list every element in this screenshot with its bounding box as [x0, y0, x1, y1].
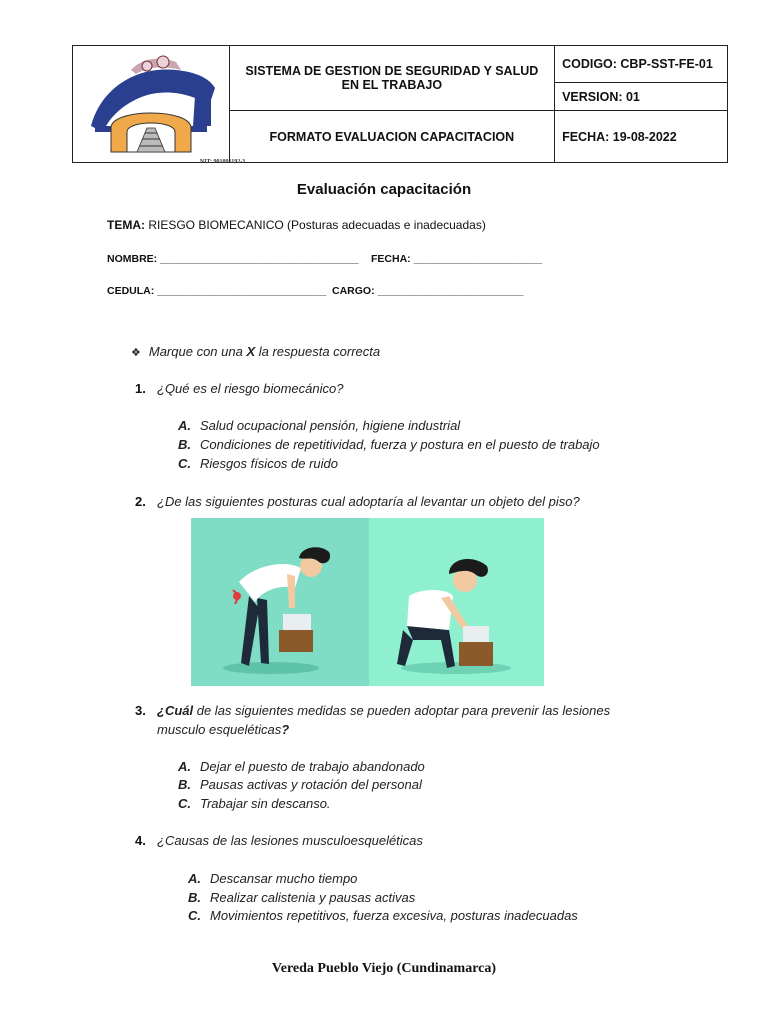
posture-illustration [191, 518, 544, 686]
question-4-text: ¿Causas de las lesiones musculoesqueléticas [157, 833, 423, 848]
question-2-number: 2. [135, 494, 146, 509]
question-4-option-a[interactable]: A. Descansar mucho tiempo [188, 871, 358, 886]
question-1-text: ¿Qué es el riesgo biomecánico? [157, 381, 344, 396]
format-title: FORMATO EVALUACION CAPACITACION [229, 111, 554, 163]
cargo-field[interactable]: CARGO: _________________________ [332, 285, 524, 297]
fecha-field[interactable]: FECHA: ______________________ [371, 253, 543, 265]
tema-line [107, 218, 486, 232]
cedula-field[interactable]: CEDULA: _____________________________ [107, 285, 327, 297]
system-title: SISTEMA DE GESTION DE SEGURIDAD Y SALUD EN EL TRABAJO [229, 46, 554, 111]
question-3-text: ¿Cuál de las siguientes medidas se pueden adoptar para prevenir las lesiones [157, 703, 611, 718]
logo-nit: NIT: 901091192-3 [199, 158, 246, 165]
bad-posture-panel [191, 518, 369, 686]
version-cell: VERSION: 01 [555, 83, 728, 111]
company-logo [81, 48, 221, 158]
header-table [72, 45, 728, 163]
question-1-number: 1. [135, 381, 146, 396]
tema-label: TEMA: [107, 218, 145, 232]
question-1-option-b[interactable]: B. Condiciones de repetitividad, fuerza y postura en el puesto de trabajo [178, 437, 600, 452]
document-title: Evaluación capacitación [296, 181, 472, 198]
question-1-option-a[interactable]: A. Salud ocupacional pensión, higiene industrial [178, 418, 461, 433]
good-posture-panel [369, 518, 544, 686]
nombre-field[interactable]: NOMBRE: __________________________________ [107, 253, 359, 265]
codigo-cell: CODIGO: CBP-SST-FE-01 [555, 46, 728, 83]
question-3-option-c[interactable]: C. Trabajar sin descanso. [178, 796, 331, 811]
question-4-number: 4. [135, 833, 146, 848]
fecha-cell: FECHA: 19-08-2022 [555, 111, 728, 163]
question-3-number: 3. [135, 703, 146, 718]
question-1-option-c[interactable]: C. Riesgos físicos de ruido [178, 456, 339, 471]
instruction: ❖ Marque con una X la respuesta correcta [131, 344, 381, 359]
question-3-option-b[interactable]: B. Pausas activas y rotación del personal [178, 777, 422, 792]
question-3-text-line2: musculo esqueléticas? [157, 722, 290, 737]
logo-cell [73, 46, 246, 165]
question-4-option-b[interactable]: B. Realizar calistenia y pausas activas [188, 890, 416, 905]
question-2-text: ¿De las siguientes posturas cual adoptaría al levantar un objeto del piso? [157, 494, 580, 509]
footer-address: Vereda Pueblo Viejo (Cundinamarca) [271, 961, 497, 976]
tema-value: RIESGO BIOMECANICO (Posturas adecuadas e inadecuadas) [148, 218, 486, 232]
diamond-bullet-icon: ❖ [131, 347, 141, 359]
question-3-option-a[interactable]: A. Dejar el puesto de trabajo abandonado [178, 759, 425, 774]
question-4-option-c[interactable]: C. Movimientos repetitivos, fuerza excesiva, posturas inadecuadas [188, 908, 578, 923]
